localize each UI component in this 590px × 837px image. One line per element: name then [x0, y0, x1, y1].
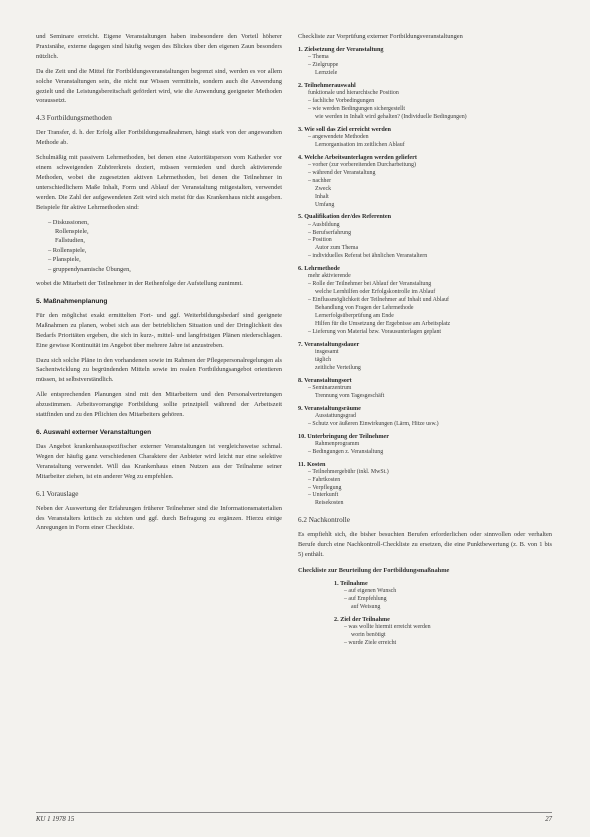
checklist-item: – auf eigenen Wunsch: [344, 588, 552, 596]
paragraph: Der Transfer, d. h. der Erfolg aller Fortbildungsmaßnahmen, hängt stark von der angewandten Methode ab.: [36, 129, 282, 147]
section-heading: 6.1 Vorauslage: [36, 489, 79, 498]
checklist-item: – Teilnehmergebühr (inkl. MwSt.): [308, 469, 552, 477]
checklist-item: – Position: [308, 237, 552, 245]
checklist-item: – Einflussmöglichkeit der Teilnehmer auf Inhalt und Ablauf: [308, 297, 552, 305]
paragraph: Das Angebot krankenhausspezifischer externer Veranstaltungen ist vergleichsweise schmal. Wegen der häufig ganz verschiedenen Charaktere der Anbieter wird leicht nur eine selektive Veranstaltung verwendet. Will das Krankenhaus einen Nutzen aus der Teilnahme seiner Mitarbeiter ziehen, ist ein anderer Weg zu empfehlen.: [36, 443, 282, 480]
checklist-item: Autor zum Thema: [315, 245, 359, 252]
checklist-item: mehr aktivierende: [308, 273, 351, 280]
checklist-items: [308, 273, 552, 336]
checklist-title: Checkliste zur Beurteilung der Fortbildungsmaßnahme: [298, 567, 450, 575]
checklist-section: [298, 82, 552, 122]
paragraph: Alle entsprechenden Planungen sind mit den Mitarbeitern und den Personalvertretungen abzustimmen. Arbeitsvorrangige Fortbildung sollte prinzipiell während der Arbeitszeit stattfinden und zu den Pflichten des Mitarbeiters gehören.: [36, 391, 282, 419]
checklist-item: Zweck: [315, 185, 332, 192]
paragraph: Für den möglichst exakt ermittelten Fort- und ggf. Weiterbildungsbedarf sind geeignete Maßnahmen zu planen, wobei sich aus der betrieblichen Situation und der Dringlichkeit des Bedarfs Prioritäten ergeben, die sich in kurz-, mittel- und langfristigen Plänen niederschlagen. Eine gewisse Kontinuität im Angebot über mehrere Jahre ist anzustreben.: [36, 311, 282, 349]
checklist-item: zeitliche Verteilung: [315, 364, 361, 371]
checklist-section: [298, 377, 552, 401]
checklist-evaluation: [334, 580, 552, 648]
checklist-item: – fachliche Vorbedingungen: [308, 98, 552, 106]
checklist-item: Lernerfolgsüberprüfung am Ende: [315, 312, 394, 319]
checklist-items: [308, 162, 552, 209]
checklist-section: [298, 126, 552, 150]
checklist-heading: 1. Zielsetzung der Veranstaltung: [298, 46, 384, 53]
checklist-item: – während der Veranstaltung: [308, 170, 552, 178]
checklist-items: [308, 469, 552, 509]
checklist-item: – Ausbildung: [308, 222, 552, 230]
checklist-item: Behandlung von Fragen der Lehrmethode: [315, 304, 414, 311]
checklist-heading: 6. Lehrmethode: [298, 265, 340, 273]
checklist-item: wie werden in Inhalt wird gehalten? (Individuelle Bedingungen): [315, 113, 467, 120]
page-footer: [36, 812, 552, 825]
checklist-item: insgesamt: [315, 348, 339, 355]
checklist-items: [308, 413, 552, 429]
checklist-item: Inhalt: [315, 193, 329, 200]
checklist-section: [298, 213, 552, 261]
checklist-item: Umfang: [315, 201, 335, 208]
checklist-item: – Lieferung von Material bzw. Vorausunterlagen geplant: [308, 329, 552, 337]
checklist-item: – vorher (zur vorbereitenden Durcharbeitung): [308, 162, 552, 170]
checklist-item: Hilfen für die Umsetzung der Ergebnisse am Arbeitsplatz: [315, 320, 451, 327]
checklist-items: [308, 385, 552, 401]
checklist-heading: 1. Teilnahme: [334, 580, 368, 588]
paragraph: wobei die Mitarbeit der Teilnehmer in der Reihenfolge der Aufstellung zunimmt.: [36, 280, 243, 288]
checklist-item: – angewendete Methoden: [308, 134, 552, 142]
checklist-heading: 7. Veranstaltungsdauer: [298, 340, 360, 348]
section-heading: 5. Maßnahmenplanung: [36, 297, 108, 305]
checklist-items: [308, 90, 552, 122]
checklist-heading: 10. Unterbringung der Teilnehmer: [298, 432, 389, 440]
checklist-items: [308, 222, 552, 262]
checklist-item: – Zielgruppe: [308, 62, 552, 70]
checklist-item: Rahmenprogramm: [315, 440, 360, 447]
paragraph: Neben der Auswertung der Erfahrungen früherer Teilnehmer sind die Informationsmaterialien des Veranstalters kritisch zu sichten und ggf. durch Befragung zu ergänzen. Hierzu einige Anregungen in Form einer Checkliste.: [36, 504, 282, 532]
section-heading: 4.3 Fortbildungsmethoden: [36, 114, 112, 123]
list-item: – gruppendynamische Übungen,: [48, 265, 282, 274]
checklist-heading: 2. Ziel der Teilnahme: [334, 615, 390, 623]
checklist-item: – was wollte hiermit erreicht werden: [344, 624, 552, 632]
checklist-item: – Seminarzentrum: [308, 385, 552, 393]
paragraph: Dazu sich solche Pläne in den vorhandenen sowie im Rahmen der Pflegepersonalregelungen als Sachentwicklung zu begründenden Mitteln sowie im realen Fortbildungsangebot orientieren müssen, ist selbstverständlich.: [36, 356, 282, 384]
paragraph: Schulmäßig mit passivem Lehrmethoden, bei denen eine Autoritätsperson vom Katheder vor einem schweigenden Zuhörerkreis doziert, müssen vermieden und durch aktivierende Methoden, wobei die zugesetzten aktiven Lehrmethoden, bei denen die Teilnehmer in unterschiedlichem Maße Inhalt, Form und Ablauf der Veranstaltung mitgestalten, verwendet werden. Die Zahl der aufgewendeten Zeit wird sich meist für das Krankenhaus nicht ausgeben. Beispiele für aktive Lehrmethoden sind:: [36, 154, 282, 211]
checklist-precheck: [298, 46, 552, 508]
checklist-item: Trennung vom Tagesgeschäft: [315, 392, 385, 399]
checklist-section: [298, 405, 552, 429]
checklist-item: – Rolle der Teilnehmer bei Ablauf der Veranstaltung: [308, 281, 552, 289]
checklist-heading: 9. Veranstaltungsräume: [298, 404, 361, 412]
checklist-heading: 2. Teilnehmerauswahl: [298, 81, 356, 89]
checklist-item: – individuelles Referat bei ähnlichen Veranstaltern: [308, 253, 552, 261]
checklist-section: [298, 433, 552, 457]
checklist-item: – nachher: [308, 178, 552, 186]
checklist-item: Reisekosten: [315, 500, 344, 507]
right-column: [298, 32, 552, 652]
checklist-section: [298, 46, 552, 78]
checklist-items: [308, 349, 552, 373]
checklist-items: [344, 588, 552, 612]
checklist-section: [298, 341, 552, 373]
checklist-item: Lernorganisation im zeitlichen Ablauf: [315, 141, 405, 148]
checklist-item: – wie werden Bedingungen sichergestellt: [308, 106, 552, 114]
checklist-heading: 11. Kosten: [298, 460, 326, 468]
checklist-item: – Bedingungen z. Veranstaltung: [308, 449, 552, 457]
checklist-section: [298, 154, 552, 210]
checklist-items: [344, 624, 552, 648]
checklist-item: – Thema: [308, 54, 552, 62]
checklist-item: – Berufserfahrung: [308, 230, 552, 238]
methods-list: [48, 218, 282, 274]
paragraph: Da die Zeit und die Mittel für Fortbildungsveranstaltungen begrenzt sind, werden es vor allem solche Veranstaltungen sein, die nicht nur Wissen vermitteln, sondern auch die Anwendung gezielt und die Leistungsbereitschaft gefördert wird, wie die Anwendung geeigneter Methoden voraussetzt.: [36, 67, 282, 105]
checklist-item: – wurde Ziele erreicht: [344, 640, 552, 648]
checklist-item: – Schutz vor äußeren Einwirkungen (Lärm, Hitze usw.): [308, 421, 552, 429]
checklist-heading: 5. Qualifikation der/des Referenten: [298, 213, 392, 221]
checklist-item: funktionale und hierarchische Position: [308, 90, 399, 97]
list-item: – Planspiele,: [48, 255, 282, 264]
list-item: Rollenspiele,: [55, 228, 89, 235]
checklist-items: [308, 441, 552, 457]
checklist-item: welche Lernhilfen oder Erfolgskontrolle im Ablauf: [315, 289, 436, 296]
checklist-item: worin benötigt: [351, 632, 386, 639]
checklist-item: täglich: [315, 356, 332, 363]
journal-reference: KU 1 1978 15: [36, 816, 75, 823]
checklist-item: Ausstattungsgrad: [315, 412, 356, 419]
checklist-items: [308, 54, 552, 78]
section-heading: 6.2 Nachkontrolle: [298, 516, 350, 525]
checklist-item: Lernziele: [315, 70, 338, 77]
checklist-item: – auf Empfehlung: [344, 596, 552, 604]
checklist-heading: 8. Veranstaltungsort: [298, 376, 352, 384]
list-item: – Diskussionen,: [48, 218, 282, 227]
checklist-title: Checkliste zur Vorprüfung externer Fortbildungsveranstaltungen: [298, 33, 463, 40]
list-item: – Rollenspiele,: [48, 246, 282, 255]
checklist-section: [298, 461, 552, 509]
checklist-heading: 3. Wie soll das Ziel erreicht werden: [298, 125, 391, 133]
left-column: [36, 32, 282, 538]
checklist-section: [298, 265, 552, 336]
checklist-item: – Verpflegung: [308, 485, 552, 493]
list-item: Fallstudien,: [55, 237, 85, 245]
checklist-item: auf Weisung: [351, 604, 381, 611]
paragraph: und Seminare erreicht. Eigene Veranstaltungen haben insbesondere den Vorteil höherer Praxisnähe, externe dagegen sind häufig wegen des Blickes über den eigenen Zaun besonders nützlich.: [36, 33, 282, 60]
checklist-item: – Unterkunft: [308, 492, 552, 500]
checklist-item: – Fahrtkosten: [308, 477, 552, 485]
checklist-section: [334, 580, 552, 612]
paragraph: Es empfiehlt sich, die bisher besuchten Berufen erforderlichen oder sinnvollen oder verhalten Berufe durch eine Nachkontroll-Checkliste zu ersetzen, die eine Punktbewertung (z. B. von 1 bis 5) enthält.: [298, 531, 552, 559]
page-number: 27: [545, 816, 552, 823]
checklist-section: [334, 616, 552, 648]
section-heading: 6. Auswahl externer Veranstaltungen: [36, 429, 152, 436]
checklist-items: [308, 134, 552, 150]
checklist-heading: 4. Welche Arbeitsunterlagen werden geliefert: [298, 153, 417, 161]
